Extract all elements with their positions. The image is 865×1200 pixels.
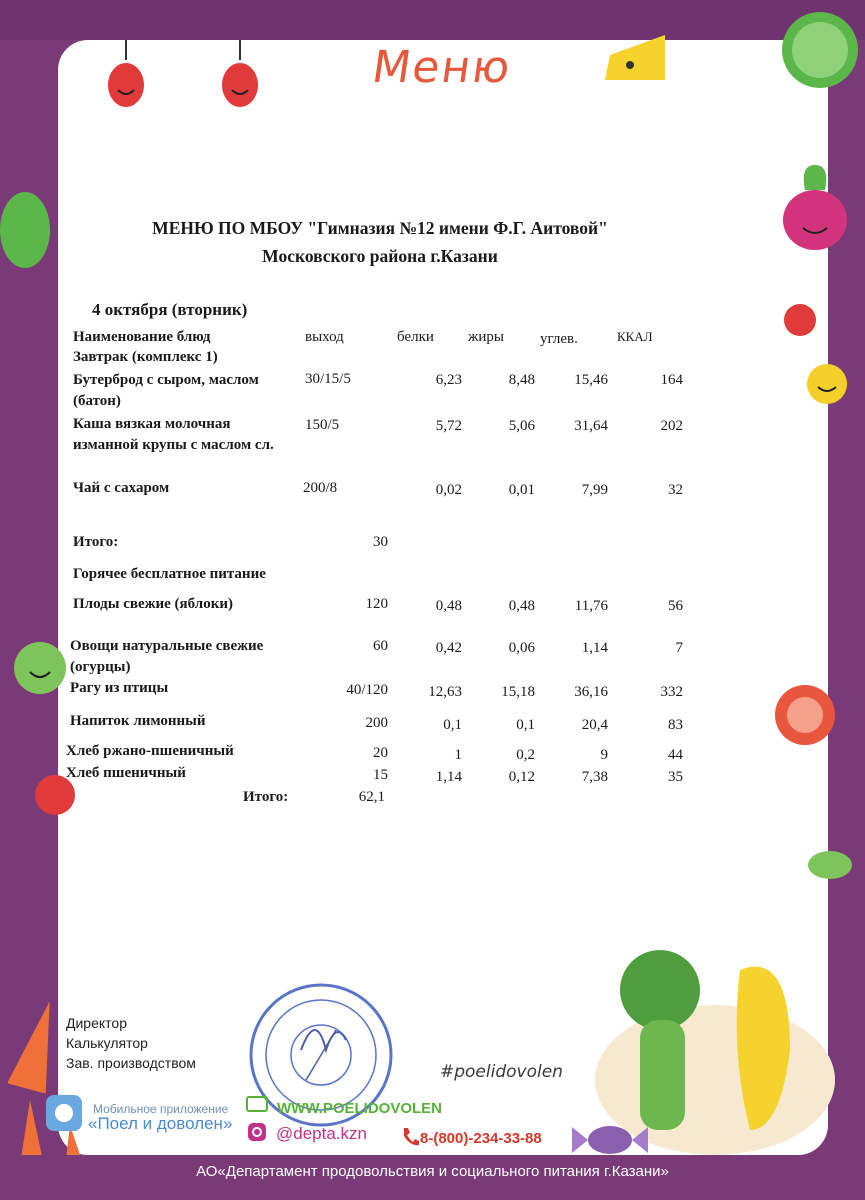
header-output: выход	[305, 329, 344, 345]
dish-fat: 0,01	[508, 482, 535, 498]
dish-carbs: 15,46	[574, 372, 608, 388]
breakfast-total-value: 30	[373, 534, 388, 550]
hot-total-label: Итого:	[243, 789, 289, 805]
section-breakfast: Завтрак (комплекс 1)	[73, 349, 218, 365]
dish-kcal: 164	[660, 372, 683, 388]
lemon-character-icon	[805, 362, 850, 407]
dish-fat: 8,48	[508, 372, 535, 388]
dish-name: Бутерброд с сыром, маслом (батон)	[73, 372, 259, 409]
dish-kcal: 7	[675, 640, 683, 656]
dish-protein: 0,42	[435, 640, 462, 656]
dish-name: Напиток лимонный	[70, 713, 206, 729]
leaf-icon	[805, 840, 855, 890]
dish-output: 120	[365, 596, 388, 612]
page-subtitle: Московского района г.Казани	[262, 246, 498, 266]
dish-carbs: 7,99	[581, 482, 608, 498]
web-icon	[246, 1096, 268, 1114]
dish-output: 30/15/5	[305, 371, 351, 387]
dish-kcal: 44	[668, 747, 683, 763]
signature-production-head: Зав. производством	[66, 1055, 196, 1071]
dish-protein: 1,14	[435, 769, 462, 785]
dish-carbs: 31,64	[574, 418, 608, 434]
dish-fat: 0,12	[508, 769, 535, 785]
dish-kcal: 35	[668, 769, 683, 785]
tomato-character-icon	[210, 40, 270, 120]
dish-output: 20	[373, 745, 388, 761]
dish-name: Каша вязкая молочная изманной крупы с маслом сл.	[73, 416, 274, 453]
app-name: «Поел и доволен»	[88, 1114, 233, 1133]
cheese-character-icon	[600, 20, 670, 90]
dish-fat: 0,06	[508, 640, 535, 656]
breakfast-total-label: Итого:	[73, 534, 119, 550]
dish-carbs: 11,76	[574, 598, 608, 614]
dish-fat: 5,06	[508, 418, 535, 434]
tomato-small-icon	[780, 300, 820, 340]
tomato-character-icon	[96, 40, 156, 120]
dish-kcal: 202	[660, 418, 683, 434]
dish-output: 40/120	[346, 682, 388, 698]
dish-fat: 0,48	[508, 598, 535, 614]
dish-kcal: 56	[668, 598, 683, 614]
dish-carbs: 36,16	[574, 684, 608, 700]
dish-carbs: 1,14	[581, 640, 608, 656]
header-fat: жиры	[468, 329, 504, 345]
hashtag: #poelidovolen	[440, 1062, 563, 1082]
dish-name: Рагу из птицы	[70, 680, 169, 696]
instagram-icon	[247, 1122, 267, 1142]
dish-carbs: 7,38	[581, 769, 608, 785]
dish-fat: 0,2	[516, 747, 535, 763]
dish-kcal: 32	[668, 482, 683, 498]
dish-name: Хлеб ржано-пшеничный	[66, 743, 234, 759]
signature-director: Директор	[66, 1015, 127, 1031]
app-caption: Мобильное приложение	[93, 1102, 229, 1116]
phone-number[interactable]: 8-(800)-234-33-88	[420, 1130, 542, 1147]
signature-calculator: Калькулятор	[66, 1035, 148, 1051]
dish-output: 150/5	[305, 417, 340, 433]
dish-protein: 0,02	[435, 482, 462, 498]
footer-organization: АО«Департамент продовольствия и социального питания г.Казани»	[196, 1163, 669, 1180]
hot-total-value: 62,1	[358, 789, 385, 805]
dish-output: 15	[373, 767, 388, 783]
dish-protein: 6,23	[435, 372, 462, 388]
dish-carbs: 20,4	[581, 717, 608, 733]
app-icon	[44, 1093, 84, 1133]
header-carbs: углев.	[540, 331, 578, 347]
phone-icon	[400, 1126, 420, 1148]
header-protein: белки	[397, 329, 434, 345]
dish-name: Хлеб пшеничный	[66, 765, 186, 781]
menu-date: 4 октября (вторник)	[92, 300, 248, 319]
page-title: МЕНЮ ПО МБОУ "Гимназия №12 имени Ф.Г. Аитовой"	[152, 218, 608, 238]
apple-character-icon	[10, 630, 70, 700]
meat-character-icon	[770, 680, 840, 750]
frame-top	[0, 0, 865, 40]
header-name: Наименование блюд	[73, 329, 211, 345]
dish-kcal: 332	[660, 684, 683, 700]
website-link[interactable]: WWW.POELIDOVOLEN	[277, 1100, 442, 1117]
carrot-character-icon	[8, 990, 68, 1100]
dish-name: Плоды свежие (яблоки)	[73, 596, 233, 612]
dish-protein: 5,72	[435, 418, 462, 434]
dish-protein: 1	[454, 747, 462, 763]
dish-output: 200/8	[303, 480, 338, 496]
dish-fat: 0,1	[516, 717, 535, 733]
dish-protein: 0,1	[443, 717, 462, 733]
cucumber-slice-icon	[775, 10, 865, 90]
header-kcal: ККАЛ	[617, 329, 653, 344]
dish-protein: 12,63	[428, 684, 462, 700]
section-hot-meals: Горячее бесплатное питание	[73, 566, 266, 582]
instagram-link[interactable]: @depta.kzn	[276, 1124, 367, 1143]
dish-output: 200	[365, 715, 388, 731]
menu-logo: Меню	[369, 42, 516, 93]
dish-name: Чай с сахаром	[73, 480, 170, 496]
beet-character-icon	[775, 160, 855, 260]
dish-kcal: 83	[668, 717, 683, 733]
dish-fat: 15,18	[501, 684, 535, 700]
dish-carbs: 9	[600, 747, 608, 763]
cucumber-slice-icon	[0, 190, 50, 270]
dish-name: Овощи натуральные свежие (огурцы)	[70, 638, 264, 675]
dish-output: 60	[373, 638, 388, 654]
dish-protein: 0,48	[435, 598, 462, 614]
